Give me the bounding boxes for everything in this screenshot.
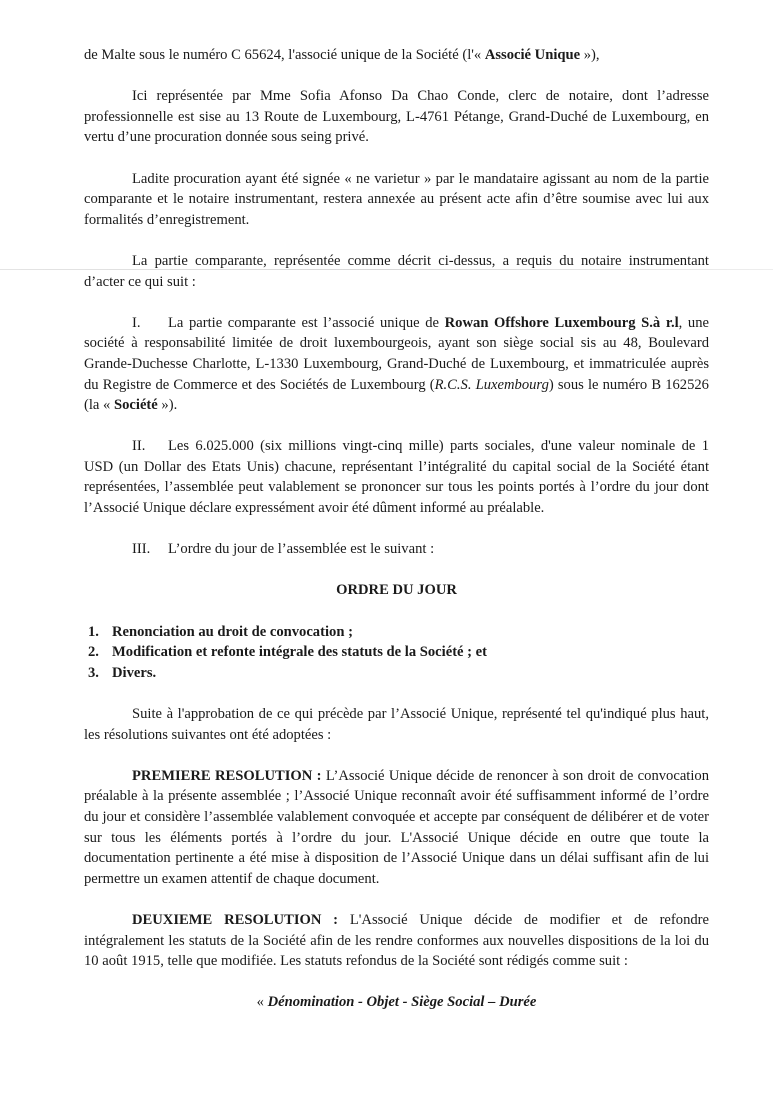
- item-number: 2.: [88, 644, 99, 661]
- text: La partie comparante est l’associé unique de: [168, 314, 445, 331]
- quote-mark: «: [256, 994, 268, 1011]
- paragraph-approval: Suite à l'approbation de ce qui précède par l’Associé Unique, représenté tel qu'indiqué plus haut, les résolutions suivantes ont été adoptées :: [84, 706, 709, 743]
- paragraph-representation: Ici représentée par Mme Sofia Afonso Da Chao Conde, clerc de notaire, dont l’adresse professionnelle est sise au 13 Route de Luxembourg, L-4761 Pétange, Grand-Duché de Luxembourg, en vertu d’une procuration donnée sous seing privé.: [84, 88, 709, 146]
- item-number: I.: [132, 314, 141, 331]
- item-text: Divers.: [112, 664, 157, 681]
- document-page: [84, 45, 709, 1034]
- text: ) sous le numéro B 162526 (la «: [84, 376, 709, 414]
- paragraph-request: La partie comparante, représentée comme décrit ci-dessus, a requis du notaire instrumentant d’acter ce qui suit :: [84, 252, 709, 290]
- item-ii: [84, 436, 709, 518]
- item-number: III.: [132, 541, 151, 558]
- agenda-item: [84, 642, 709, 663]
- item-number: 3.: [88, 664, 99, 681]
- heading: ORDRE DU JOUR: [336, 582, 457, 599]
- text: L’Associé Unique décide de renoncer à son droit de convocation préalable à la présente assemblée ; l’Associé Unique reconnaît avoir été suffisamment informé de l’ordre du jour et considère l’assemblée valablement convoquée et accepte par conséquent de délibérer et de voter sur tous les éléments portés à l’ordre du jour. L'Associé Unique décide en outre que toute la documentation pertinente a été mise à disposition de l’Associé Unique dans un délai suffisant afin de lui permettre un examen attentif de chaque document.: [84, 767, 709, 887]
- first-resolution: [84, 766, 709, 890]
- resolution-title: PREMIERE RESOLUTION :: [132, 767, 322, 784]
- text: »),: [580, 47, 600, 63]
- text: Les 6.025.000 (six millions vingt-cinq mille) parts sociales, d'une valeur nominale de 1 USD (un Dollar des Etats Unis) chacune, représentant l’intégralité du capital social de la Société étant représentées, l’assemblée peut valablement se prononcer sur tous les points portés à l’ordre du jour dont l’Associé Unique déclare expressément avoir été dûment informé au préalable.: [84, 438, 709, 517]
- text: L’ordre du jour de l’assemblée est le suivant :: [168, 541, 435, 558]
- agenda-item: [84, 622, 709, 643]
- section-heading: [84, 992, 709, 1013]
- second-resolution: [84, 910, 709, 972]
- agenda-title: [84, 580, 709, 601]
- registry-name: R.C.S. Luxembourg: [434, 376, 549, 393]
- agenda-list: [84, 622, 709, 684]
- heading: Dénomination - Objet - Siège Social – Durée: [267, 994, 537, 1011]
- item-text: Renonciation au droit de convocation ;: [112, 623, 353, 640]
- item-number: 1.: [88, 623, 99, 640]
- paragraph-intro: [84, 45, 709, 66]
- text: »).: [157, 397, 178, 414]
- item-i: [84, 313, 709, 416]
- agenda-item: [84, 663, 709, 684]
- company-name: Rowan Offshore Luxembourg S.à r.l: [444, 314, 679, 331]
- resolution-title: DEUXIEME RESOLUTION :: [132, 911, 339, 928]
- defined-term: Société: [114, 397, 158, 414]
- item-iii: [84, 539, 709, 560]
- item-number: II.: [132, 438, 146, 455]
- paragraph-proxy: Ladite procuration ayant été signée « ne varietur » par le mandataire agissant au nom de la partie comparante et le notaire instrumentant, restera annexée au présent acte afin d’être soumise avec lui aux formalités d’enregistrement.: [84, 170, 709, 228]
- text: L'Associé Unique décide de modifier et de refondre intégralement les statuts de la Société afin de les rendre conformes aux nouvelles dispositions de la loi du 10 août 1915, telle que modifiée. Les statuts refondus de la Société sont rédigés comme suit :: [84, 911, 709, 970]
- item-text: Modification et refonte intégrale des statuts de la Société ; et: [112, 644, 488, 661]
- text: , une société à responsabilité limitée de droit luxembourgeois, ayant son siège social sis au 48, Boulevard Grande-Duchesse Charlotte, L-1330 Luxembourg, Grand-Duché de Luxembourg, et immatriculée auprès du Registre de Commerce et des Sociétés de Luxembourg (: [84, 314, 709, 393]
- defined-term: Associé Unique: [484, 47, 581, 63]
- text: de Malte sous le numéro C 65624, l'associé unique de la Société (l'«: [84, 47, 485, 63]
